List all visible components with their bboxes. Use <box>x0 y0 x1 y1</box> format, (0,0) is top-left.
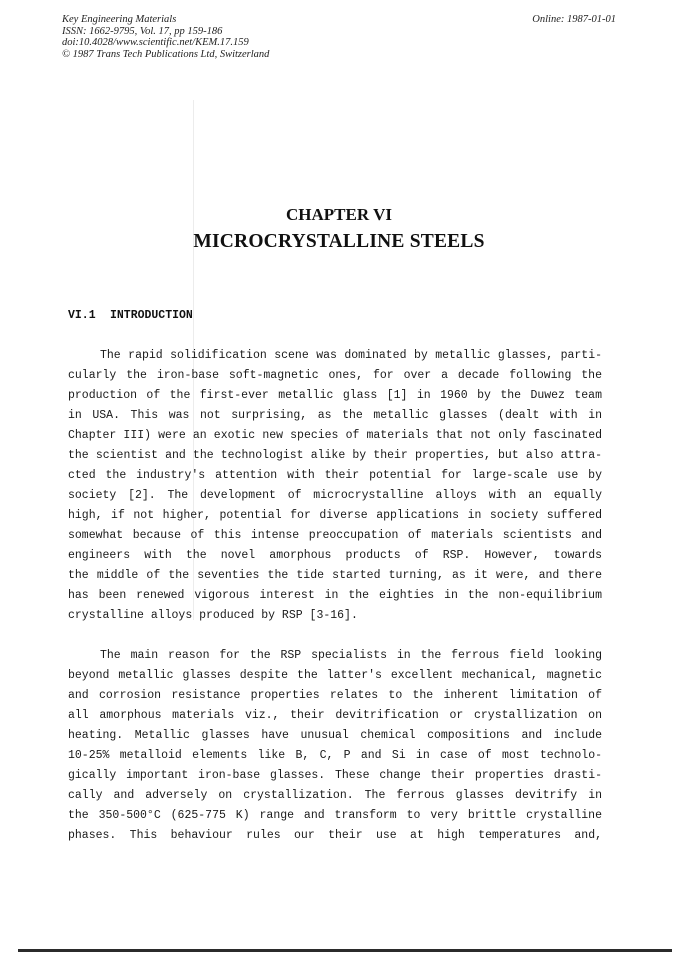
section-number: VI.1 <box>68 309 96 322</box>
text-line: phases. This behaviour rules our their use at high temperatures and, <box>68 829 602 842</box>
paragraph-1 <box>68 346 602 626</box>
text-line: cted the industry's attention with their potential for large-scale use by <box>68 469 602 482</box>
text-line: Chapter III) were an exotic new species of materials that not only fascinated <box>68 429 602 442</box>
text-line: and corrosion resistance properties relates to the inherent limitation of <box>68 689 602 702</box>
text-line: 10-25% metalloid elements like B, C, P and Si in case of most technolo- <box>68 749 602 762</box>
text-line: crystalline alloys produced by RSP [3-16]. <box>68 609 358 622</box>
section-title: INTRODUCTION <box>110 309 193 322</box>
chapter-title: MICROCRYSTALLINE STEELS <box>193 231 485 252</box>
bottom-rule <box>18 949 672 952</box>
text-line: engineers with the novel amorphous products of RSP. However, towards <box>68 549 602 562</box>
text-line: beyond metallic glasses despite the latter's excellent mechanical, magnetic <box>68 669 602 682</box>
text-line: high, if not higher, potential for diverse applications in society suffered <box>68 509 602 522</box>
paragraph-2 <box>68 646 602 846</box>
text-line: the middle of the seventies the tide started turning, as it were, and there <box>68 569 602 582</box>
journal-name: Key Engineering Materials <box>62 14 177 25</box>
page-header <box>62 14 616 60</box>
text-line: somewhat because of this intense preoccupation of materials scientists and <box>68 529 602 542</box>
copyright-line: © 1987 Trans Tech Publications Ltd, Switzerland <box>62 48 270 60</box>
text-line: cularly the iron-base soft-magnetic ones, for over a decade following the <box>68 369 602 382</box>
text-line: cally and adversely on crystallization. The ferrous glasses devitrify in <box>68 789 602 802</box>
text-line: all amorphous materials viz., their devitrification or crystallization on <box>68 709 602 722</box>
text-line: has been renewed vigorous interest in the eighties in the non-equilibrium <box>68 589 602 602</box>
chapter-number: CHAPTER VI <box>286 205 392 224</box>
text-line: production of the first-ever metallic glass [1] in 1960 by the Duwez team <box>68 389 602 402</box>
issn-line: ISSN: 1662-9795, Vol. 17, pp 159-186 <box>62 25 223 37</box>
text-line: The rapid solidification scene was dominated by metallic glasses, parti- <box>100 349 602 362</box>
section-heading <box>68 309 193 322</box>
text-line: society [2]. The development of microcrystalline alloys with an equally <box>68 489 602 502</box>
doi-line: doi:10.4028/www.scientific.net/KEM.17.159 <box>62 37 249 48</box>
text-line: gically important iron-base glasses. These change their properties drasti- <box>68 769 602 782</box>
text-line: The main reason for the RSP specialists in the ferrous field looking <box>100 649 602 662</box>
text-line: in USA. This was not surprising, as the metallic glasses (dealt with in <box>68 409 602 422</box>
text-line: the scientist and the technologist alike by their properties, but also attra- <box>68 449 602 462</box>
text-line: the 350-500°C (625-775 K) range and transform to very brittle crystalline <box>68 809 602 822</box>
online-date: Online: 1987-01-01 <box>532 14 616 25</box>
text-line: heating. Metallic glasses have unusual chemical compositions and include <box>68 729 602 742</box>
